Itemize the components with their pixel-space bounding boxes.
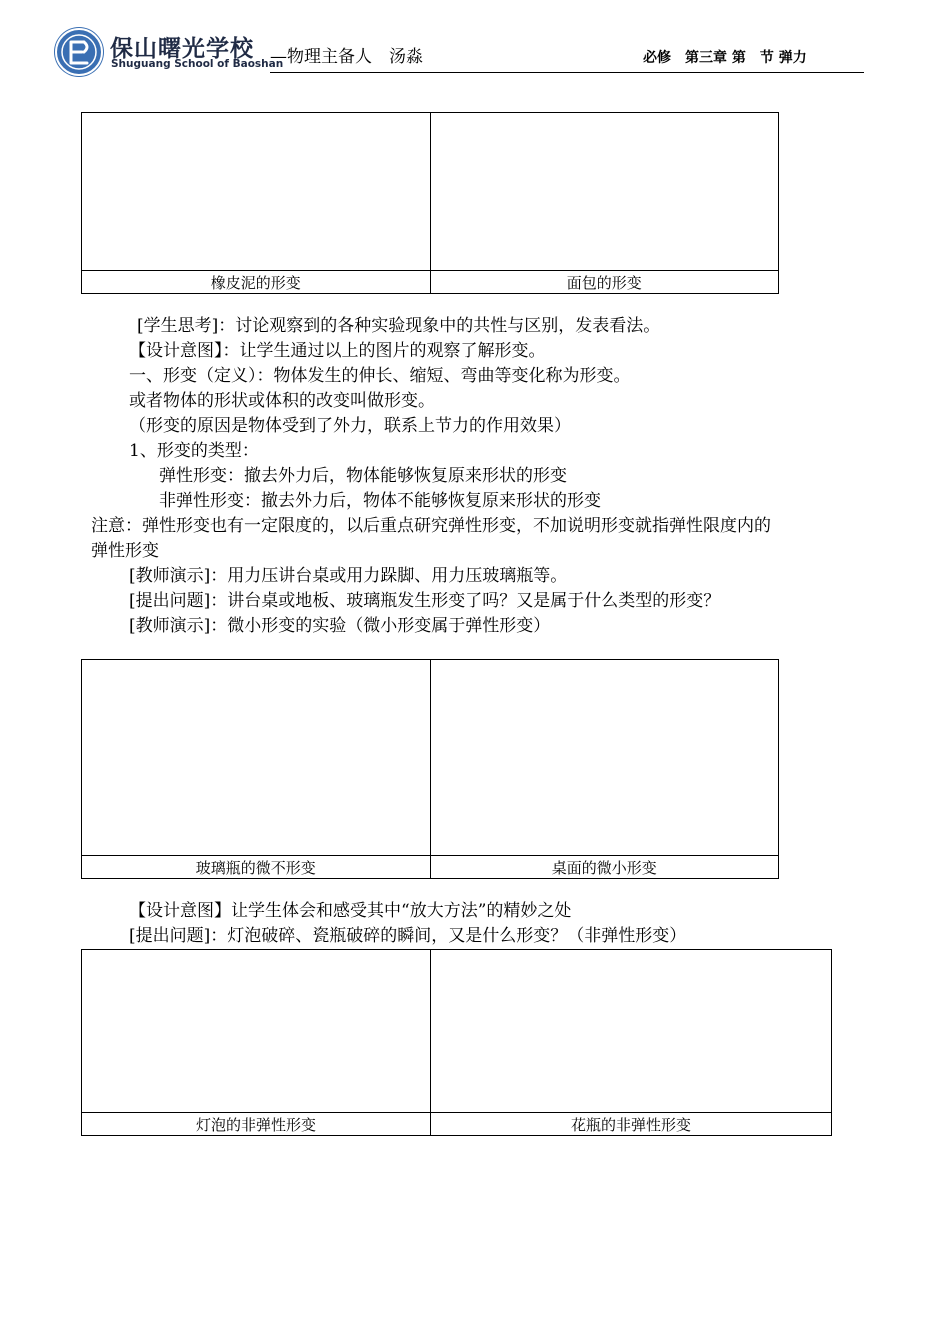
school-logo xyxy=(54,27,104,77)
paragraph: 注意：弹性形变也有一定限度的，以后重点研究弹性形变，不加说明形变就指弹性限度内的 xyxy=(91,516,771,536)
chapter-title: 必修 第三章 第 节 弹力 xyxy=(643,50,807,66)
figure-image-bread xyxy=(430,113,779,271)
figure-table-3 xyxy=(81,949,832,1136)
figure-caption: 灯泡的非弹性形变 xyxy=(82,1113,431,1136)
figure-image-desk-surface xyxy=(430,660,779,856)
figure-caption: 面包的形变 xyxy=(430,271,779,294)
page-header xyxy=(0,0,950,80)
preparer-line: —物理主备人 汤淼 xyxy=(270,47,423,67)
school-name-en: Shuguang School of Baoshan xyxy=(111,58,284,70)
paragraph: （形变的原因是物体受到了外力，联系上节力的作用效果） xyxy=(129,416,571,436)
paragraph: 一、形变（定义）：物体发生的伸长、缩短、弯曲等变化称为形变。 xyxy=(129,366,631,386)
header-rule xyxy=(270,72,864,73)
paragraph: 【设计意图】：让学生通过以上的图片的观察了解形变。 xyxy=(129,341,546,361)
figure-caption: 玻璃瓶的微不形变 xyxy=(82,856,431,879)
figure-table-2 xyxy=(81,659,779,879)
paragraph: 【设计意图】让学生体会和感受其中“放大方法”的精妙之处 xyxy=(129,901,572,921)
figure-image-light-bulb xyxy=(82,950,431,1113)
paragraph: 弹性形变：撤去外力后，物体能够恢复原来形状的形变 xyxy=(159,466,567,486)
paragraph: [提出问题]：讲台桌或地板、玻璃瓶发生形变了吗？又是属于什么类型的形变？ xyxy=(129,591,721,611)
paragraph: 弹性形变 xyxy=(91,541,159,561)
school-emblem-icon xyxy=(54,27,104,77)
figure-image-vase xyxy=(431,950,832,1113)
paragraph: [学生思考]：讨论观察到的各种实验现象中的共性与区别，发表看法。 xyxy=(137,316,661,336)
paragraph: 或者物体的形状或体积的改变叫做形变。 xyxy=(129,391,435,411)
figure-caption: 橡皮泥的形变 xyxy=(82,271,431,294)
paragraph: [教师演示]：用力压讲台桌或用力跺脚、用力压玻璃瓶等。 xyxy=(129,566,568,586)
paragraph: [提出问题]：灯泡破碎、瓷瓶破碎的瞬间，又是什么形变？（非弹性形变） xyxy=(129,926,687,946)
figure-caption: 桌面的微小形变 xyxy=(430,856,779,879)
figure-caption: 花瓶的非弹性形变 xyxy=(431,1113,832,1136)
school-name-cn: 保山曙光学校 xyxy=(110,36,254,62)
figure-image-plasticine xyxy=(82,113,431,271)
paragraph: 1、形变的类型： xyxy=(129,441,259,461)
paragraph: 非弹性形变：撤去外力后，物体不能够恢复原来形状的形变 xyxy=(159,491,601,511)
figure-table-1 xyxy=(81,112,779,294)
paragraph: [教师演示]：微小形变的实验（微小形变属于弹性形变） xyxy=(129,616,551,636)
figure-image-glass-bottle xyxy=(82,660,431,856)
